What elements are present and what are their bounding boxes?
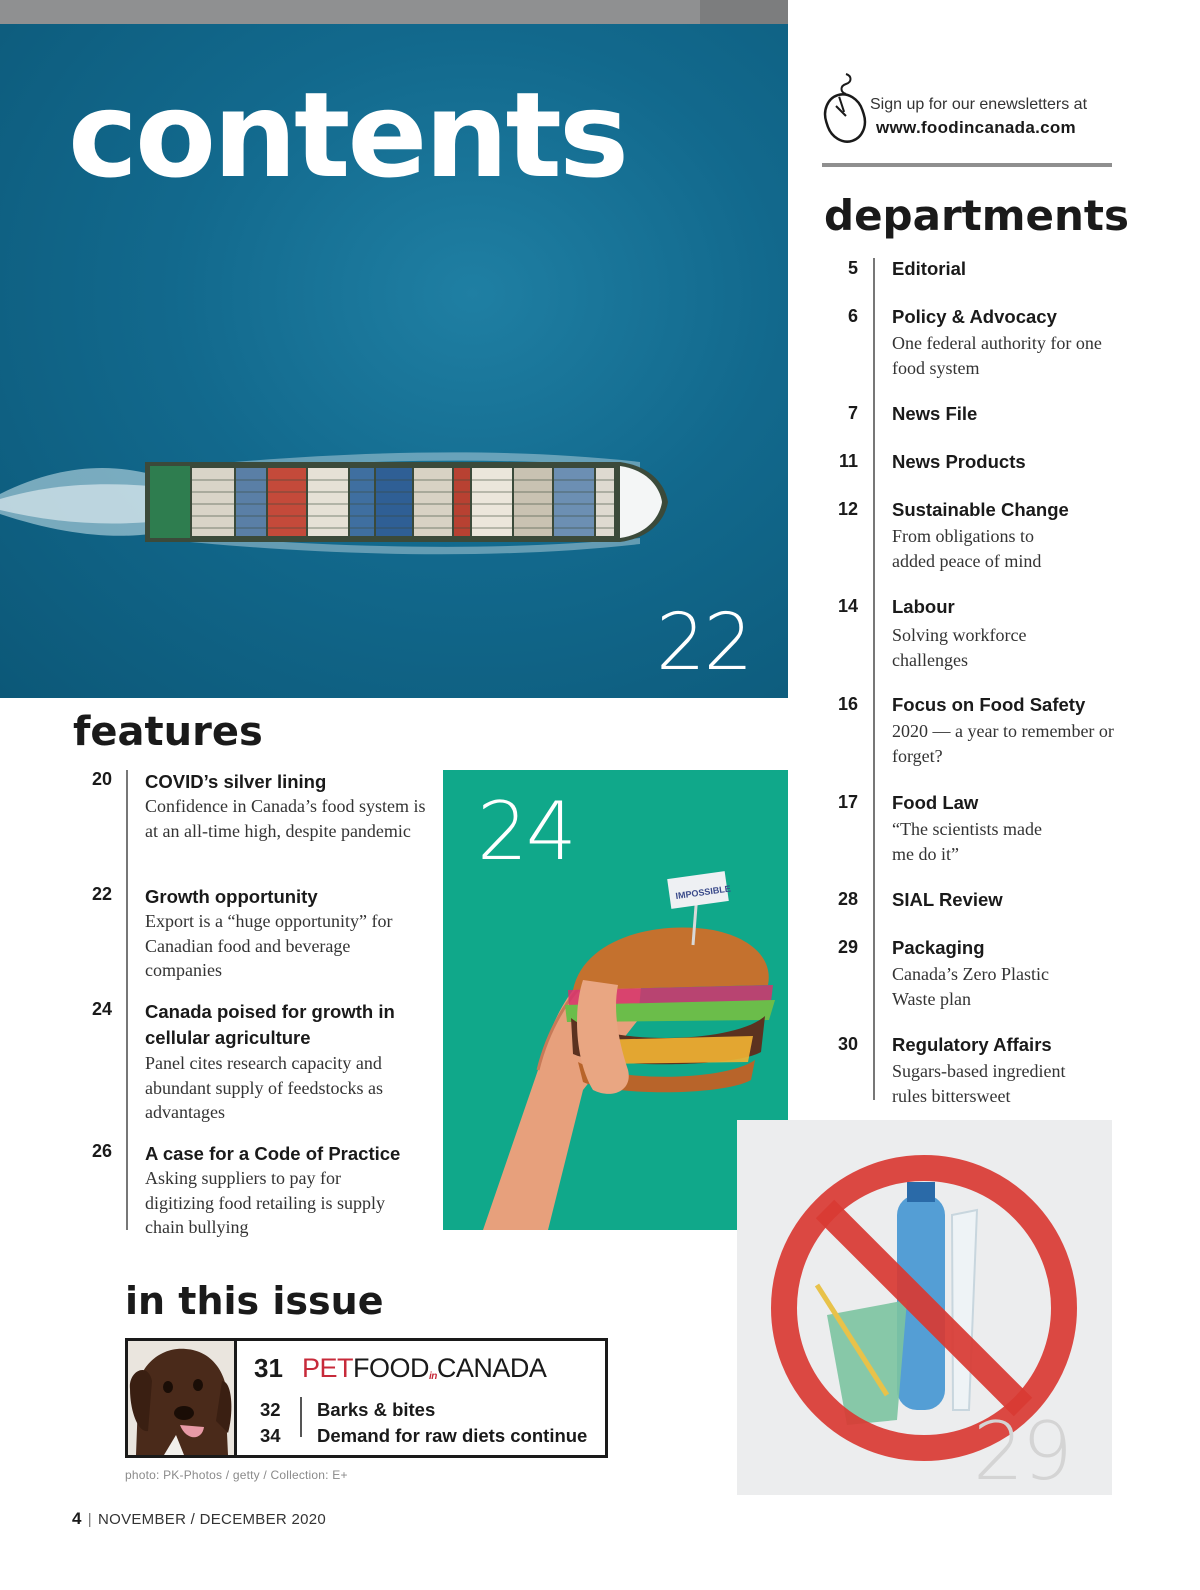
features-heading: features <box>73 709 263 755</box>
department-description: From obligations to added peace of mind <box>892 526 1042 571</box>
newsletter-text: Sign up for our enewsletters at <box>870 96 1088 113</box>
pet-food-in-canada-box[interactable] <box>125 1338 608 1458</box>
logo-food: FOOD <box>353 1353 430 1383</box>
department-page-number: 29 <box>837 937 858 957</box>
department-title: Editorial <box>892 258 967 279</box>
page-footer <box>72 1509 326 1529</box>
department-page-number: 17 <box>837 792 858 812</box>
issue-list-rule <box>300 1397 302 1437</box>
department-title: SIAL Review <box>892 889 1003 910</box>
department-title: Food Law <box>892 792 979 813</box>
department-page-number: 16 <box>837 694 858 714</box>
hero-cargo-ship-photo <box>0 24 788 698</box>
footer-issue-date: NOVEMBER / DECEMBER 2020 <box>97 1511 327 1528</box>
department-title: Policy & Advocacy <box>892 306 1057 327</box>
department-title: Regulatory Affairs <box>892 1034 1052 1055</box>
feature-page-number: 20 <box>91 769 112 789</box>
feature-title: Canada poised for growth in cellular agriculture <box>145 1001 395 1048</box>
top-color-bar-accent <box>700 0 788 24</box>
feature-page-number: 24 <box>91 999 112 1019</box>
department-page-number: 7 <box>847 403 858 423</box>
department-description: Solving workforce challenges <box>892 625 1027 670</box>
logo-canada: CANADA <box>436 1353 547 1383</box>
footer-page-number: 4 <box>72 1509 82 1528</box>
in-this-issue-heading: in this issue <box>125 1279 384 1323</box>
no-plastic-page-reference: 29 <box>973 1405 1071 1495</box>
feature-description: Export is a “huge opportunity” for Canadian food and beverage companies <box>145 911 393 980</box>
logo-pet: PET <box>302 1353 354 1383</box>
department-page-number: 11 <box>838 451 858 471</box>
department-description: “The scientists made me do it” <box>892 819 1042 864</box>
cargo-ship-illustration <box>0 404 788 584</box>
feature-description: Panel cites research capacity and abundant supply of feedstocks as advantages <box>145 1053 383 1122</box>
issue-box-divider <box>234 1341 237 1455</box>
burger-page-reference: 24 <box>477 785 575 878</box>
page-title: contents <box>68 66 627 204</box>
department-page-number: 28 <box>837 889 858 909</box>
department-title: Labour <box>892 596 955 617</box>
department-description: Sugars-based ingredient rules bittersweet <box>892 1061 1066 1106</box>
footer-separator: | <box>87 1511 92 1528</box>
feature-title: Growth opportunity <box>145 886 318 907</box>
department-title: Sustainable Change <box>892 499 1069 520</box>
no-plastic-photo <box>737 1120 1112 1495</box>
logo-in: in <box>429 1371 437 1382</box>
department-title: News File <box>892 403 978 424</box>
departments-rule <box>873 258 875 1100</box>
department-title: Focus on Food Safety <box>892 694 1086 715</box>
department-page-number: 12 <box>837 499 858 519</box>
issue-page-number: 32 <box>260 1399 281 1420</box>
newsletter-signup[interactable] <box>822 72 1112 168</box>
issue-main-page-number: 31 <box>254 1353 283 1383</box>
department-title: Packaging <box>892 937 985 958</box>
department-description: One federal authority for one food system <box>892 333 1102 378</box>
departments-heading: departments <box>824 191 1129 240</box>
feature-page-number: 22 <box>91 884 112 904</box>
department-description: Canada’s Zero Plastic Waste plan <box>892 964 1049 1009</box>
computer-mouse-icon <box>822 72 872 144</box>
issue-page-number: 34 <box>260 1425 281 1446</box>
feature-title: COVID’s silver lining <box>145 771 327 792</box>
feature-description: Asking suppliers to pay for digitizing food retailing is supply chain bullying <box>145 1168 385 1237</box>
newsletter-divider <box>822 163 1112 167</box>
feature-description: Confidence in Canada’s food system is at an all-time high, despite pandemic <box>145 796 426 841</box>
hero-page-reference: 22 <box>656 598 752 688</box>
features-rule <box>126 770 128 1230</box>
top-color-bar <box>0 0 788 24</box>
department-page-number: 5 <box>847 258 858 278</box>
department-page-number: 6 <box>847 306 858 326</box>
photo-credit: photo: PK-Photos / getty / Collection: E+ <box>125 1468 348 1482</box>
department-title: News Products <box>892 451 1026 472</box>
burger-flag-text: IMPOSSIBLE <box>674 883 732 902</box>
department-page-number: 14 <box>837 596 858 616</box>
newsletter-link[interactable]: www.foodincanada.com <box>876 118 1076 137</box>
issue-item-title[interactable]: Demand for raw diets continue <box>317 1425 588 1446</box>
department-description: 2020 — a year to remember or forget? <box>892 721 1114 766</box>
feature-page-number: 26 <box>91 1141 112 1161</box>
dog-photo <box>128 1341 234 1455</box>
issue-item-title[interactable]: Barks & bites <box>317 1399 436 1420</box>
feature-title: A case for a Code of Practice <box>145 1143 401 1164</box>
department-page-number: 30 <box>837 1034 858 1054</box>
dog-illustration <box>128 1341 234 1455</box>
pet-food-in-canada-logo <box>302 1353 546 1384</box>
